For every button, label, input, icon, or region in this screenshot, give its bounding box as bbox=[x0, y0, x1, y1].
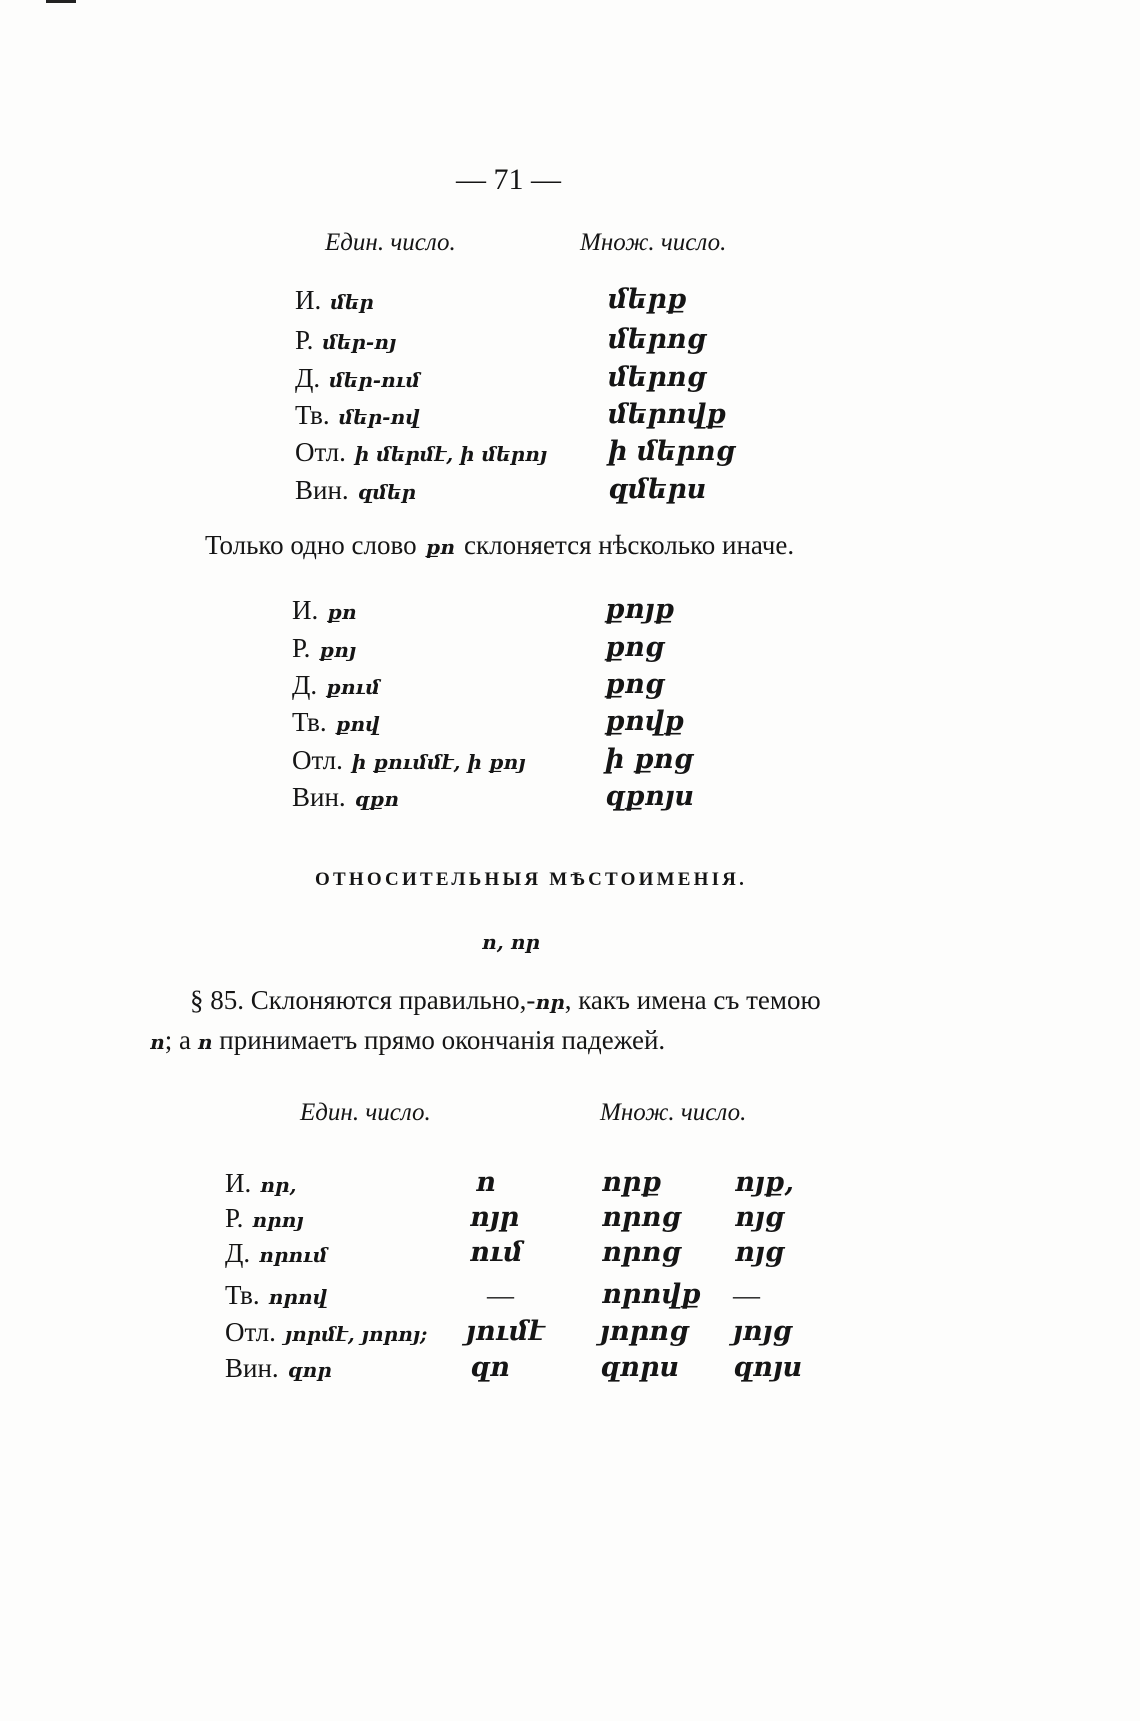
section-heading: ОТНОСИТЕЛЬНЫЯ МѢСТОИМЕНІЯ. bbox=[315, 869, 748, 890]
singular-cell bbox=[292, 707, 380, 739]
note-sentence bbox=[205, 530, 794, 562]
singular-form: մեր-ոյ bbox=[322, 330, 397, 354]
singular-form-o: զո bbox=[470, 1352, 510, 1383]
table2-row bbox=[0, 595, 1140, 625]
singular-form: քով bbox=[335, 712, 380, 736]
paragraph-armenian-word: որ bbox=[535, 990, 565, 1014]
plural-form-o: — bbox=[733, 1280, 760, 1310]
singular-form: զմեր bbox=[357, 480, 417, 504]
plural-form-o: ոյք, bbox=[735, 1167, 794, 1198]
table3-row bbox=[0, 1353, 1140, 1383]
case-label: Д. bbox=[225, 1238, 251, 1268]
plural-form: մերովք bbox=[608, 399, 727, 430]
plural-form: զքոյս bbox=[605, 781, 695, 812]
table3-header-plural: Множ. число. bbox=[600, 1099, 747, 1126]
table2-row bbox=[0, 707, 1140, 737]
singular-cell bbox=[225, 1203, 304, 1235]
singular-form: մեր-ում bbox=[329, 368, 421, 392]
plural-form: մերոց bbox=[608, 362, 706, 393]
plural-form: քովք bbox=[605, 706, 685, 737]
case-label: И. bbox=[225, 1168, 252, 1198]
table3-row bbox=[0, 1317, 1140, 1347]
case-label: Д. bbox=[292, 670, 318, 700]
table1-row bbox=[0, 475, 1140, 505]
plural-form: քոց bbox=[605, 669, 664, 700]
singular-form: քո bbox=[327, 600, 357, 624]
plural-form: ի մերոց bbox=[608, 436, 735, 467]
table1-row bbox=[0, 363, 1140, 393]
table1-header-singular: Един. число. bbox=[325, 229, 456, 256]
plural-form-or: որք bbox=[602, 1167, 662, 1198]
singular-form: քում bbox=[326, 675, 380, 699]
case-label: Р. bbox=[292, 633, 311, 663]
singular-cell bbox=[292, 782, 399, 814]
table3-row bbox=[0, 1238, 1140, 1268]
singular-form: մեր bbox=[330, 290, 374, 314]
case-label: Вин. bbox=[292, 782, 346, 812]
plural-form: մերոց bbox=[608, 324, 706, 355]
singular-form-o: — bbox=[487, 1280, 514, 1310]
table1-row bbox=[0, 325, 1140, 355]
singular-form: մեր-ով bbox=[338, 405, 420, 429]
plural-form-o: ոյց bbox=[735, 1202, 784, 1233]
singular-form-or: որոյ bbox=[252, 1208, 304, 1232]
note-word: քո bbox=[425, 535, 456, 559]
note-text-after: склоняется нѣсколько иначе. bbox=[464, 530, 795, 560]
plural-form: քոց bbox=[605, 632, 664, 663]
paragraph-armenian-word: ո bbox=[150, 1030, 165, 1054]
case-label: И. bbox=[292, 595, 319, 625]
singular-form: քոյ bbox=[319, 638, 357, 662]
singular-cell bbox=[295, 363, 420, 395]
table3-row bbox=[0, 1168, 1140, 1198]
singular-cell bbox=[295, 285, 374, 317]
singular-cell bbox=[292, 745, 526, 777]
singular-cell bbox=[225, 1168, 296, 1200]
table3-header-singular: Един. число. bbox=[300, 1099, 431, 1126]
singular-cell bbox=[295, 475, 416, 507]
case-label: Тв. bbox=[225, 1280, 260, 1310]
table1-header-plural: Множ. число. bbox=[580, 229, 727, 256]
paragraph-text: ; а bbox=[164, 1025, 198, 1055]
plural-form-or: զորս bbox=[600, 1352, 680, 1383]
plural-form-or: որոց bbox=[602, 1237, 681, 1268]
table2-row bbox=[0, 745, 1140, 775]
table3-row bbox=[0, 1280, 1140, 1310]
page-number: — 71 — bbox=[456, 163, 561, 196]
table1-row bbox=[0, 437, 1140, 467]
singular-cell bbox=[295, 325, 396, 357]
singular-cell bbox=[225, 1280, 327, 1312]
table2-row bbox=[0, 782, 1140, 812]
table3-row bbox=[0, 1203, 1140, 1233]
case-label: Отл. bbox=[292, 745, 343, 775]
plural-form-or: յորոց bbox=[600, 1316, 689, 1347]
scan-mark bbox=[46, 0, 76, 3]
case-label: Д. bbox=[295, 363, 321, 393]
case-label: Тв. bbox=[292, 707, 327, 737]
table1-row bbox=[0, 400, 1140, 430]
singular-form-or: որում bbox=[259, 1243, 328, 1267]
paragraph-line-2 bbox=[150, 1025, 665, 1057]
plural-form: ի քոց bbox=[605, 744, 693, 775]
singular-form-o: ում bbox=[470, 1237, 523, 1268]
table2-row bbox=[0, 633, 1140, 663]
paragraph-text: , какъ имена съ темою bbox=[564, 985, 821, 1015]
case-label: Вин. bbox=[295, 475, 349, 505]
singular-cell bbox=[292, 670, 380, 702]
singular-cell bbox=[225, 1353, 332, 1385]
singular-cell bbox=[225, 1317, 427, 1349]
plural-form-or: որոց bbox=[602, 1202, 681, 1233]
section-subheading: ո, որ bbox=[482, 930, 540, 954]
paragraph-text: принимаетъ прямо окончанія падежей. bbox=[212, 1025, 666, 1055]
table2-row bbox=[0, 670, 1140, 700]
case-label: Р. bbox=[225, 1203, 244, 1233]
singular-cell bbox=[295, 437, 547, 469]
case-label: Р. bbox=[295, 325, 314, 355]
paragraph-text: § 85. Склоняются правильно,- bbox=[190, 985, 536, 1015]
plural-form: զմերս bbox=[608, 474, 707, 505]
plural-form-o: զոյս bbox=[733, 1352, 803, 1383]
singular-form-or: յորմէ, յորոյ; bbox=[284, 1322, 428, 1346]
singular-form-o: յումէ bbox=[466, 1316, 545, 1347]
singular-cell bbox=[225, 1238, 328, 1270]
case-label: Вин. bbox=[225, 1353, 279, 1383]
singular-form-o: ո bbox=[476, 1167, 496, 1198]
singular-form: ի քումմէ, ի քոյ bbox=[351, 750, 526, 774]
singular-form-o: ոյր bbox=[470, 1202, 520, 1233]
singular-form-or: որ, bbox=[260, 1173, 297, 1197]
paragraph-armenian-word: ո bbox=[197, 1030, 213, 1054]
plural-form-or: որովք bbox=[602, 1279, 701, 1310]
case-label: Отл. bbox=[295, 437, 346, 467]
case-label: Отл. bbox=[225, 1317, 276, 1347]
singular-cell bbox=[292, 633, 356, 665]
singular-form: ի մերմէ, ի մերոյ bbox=[354, 442, 548, 466]
singular-form-or: զոր bbox=[287, 1358, 332, 1382]
plural-form-o: ոյց bbox=[735, 1237, 784, 1268]
singular-cell bbox=[292, 595, 357, 627]
plural-form: մերք bbox=[608, 284, 687, 315]
singular-cell bbox=[295, 400, 420, 432]
case-label: И. bbox=[295, 285, 322, 315]
singular-form: զքո bbox=[354, 787, 399, 811]
case-label: Тв. bbox=[295, 400, 330, 430]
paragraph-line-1 bbox=[190, 985, 821, 1017]
plural-form-o: յոյց bbox=[733, 1316, 792, 1347]
plural-form: քոյք bbox=[605, 594, 675, 625]
singular-form-or: որով bbox=[268, 1285, 328, 1309]
note-text-before: Только одно слово bbox=[205, 530, 417, 560]
table1-row bbox=[0, 285, 1140, 315]
